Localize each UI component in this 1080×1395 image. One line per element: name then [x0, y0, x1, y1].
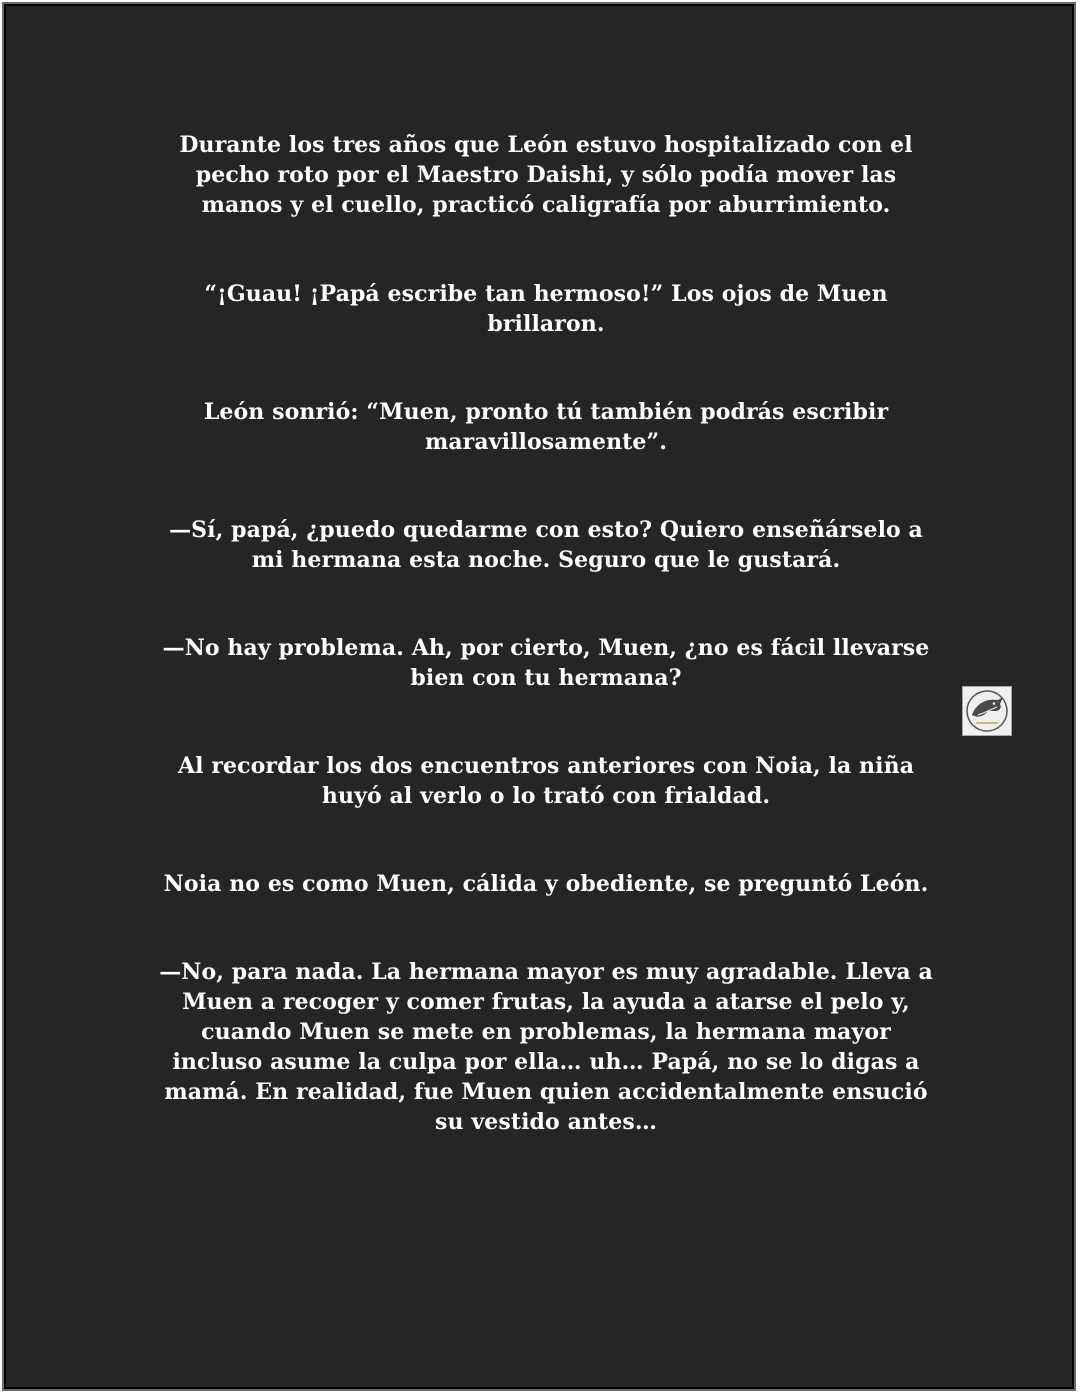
paragraph-4: —Sí, papá, ¿puedo quedarme con esto? Quiero enseñárselo a mi hermana esta noche. Seguro que le gustará.	[169, 517, 923, 573]
paragraph-7: Noia no es como Muen, cálida y obediente, se preguntó León.	[163, 871, 929, 897]
paragraph-6: Al recordar los dos encuentros anteriores con Noia, la niña huyó al verlo o lo trató con frialdad.	[177, 753, 915, 809]
paragraph-3: León sonrió: “Muen, pronto tú también podrás escribir maravillosamente”.	[203, 399, 889, 455]
paragraph-1: Durante los tres años que León estuvo hospitalizado con el pecho roto por el Maestro Daishi, y sólo podía mover las manos y el cuello, practicó caligrafía por aburrimiento.	[179, 132, 913, 218]
paragraph-2: “¡Guau! ¡Papá escribe tan hermoso!” Los ojos de Muen brillaron.	[204, 281, 888, 337]
paragraph-5: —No hay problema. Ah, por cierto, Muen, ¿no es fácil llevarse bien con tu hermana?	[162, 635, 930, 691]
dragon-head-logo-icon	[962, 686, 1012, 736]
page-frame	[4, 4, 1074, 1389]
paragraph-8: —No, para nada. La hermana mayor es muy agradable. Lleva a Muen a recoger y comer frutas, la ayuda a atarse el pelo y, cuando Muen se mete en problemas, la hermana mayor incluso asume la culpa por ella… uh… Papá, no se lo digas a mamá. En realidad, fue Muen quien accidentalmente ensució su vestido antes…	[159, 959, 933, 1135]
